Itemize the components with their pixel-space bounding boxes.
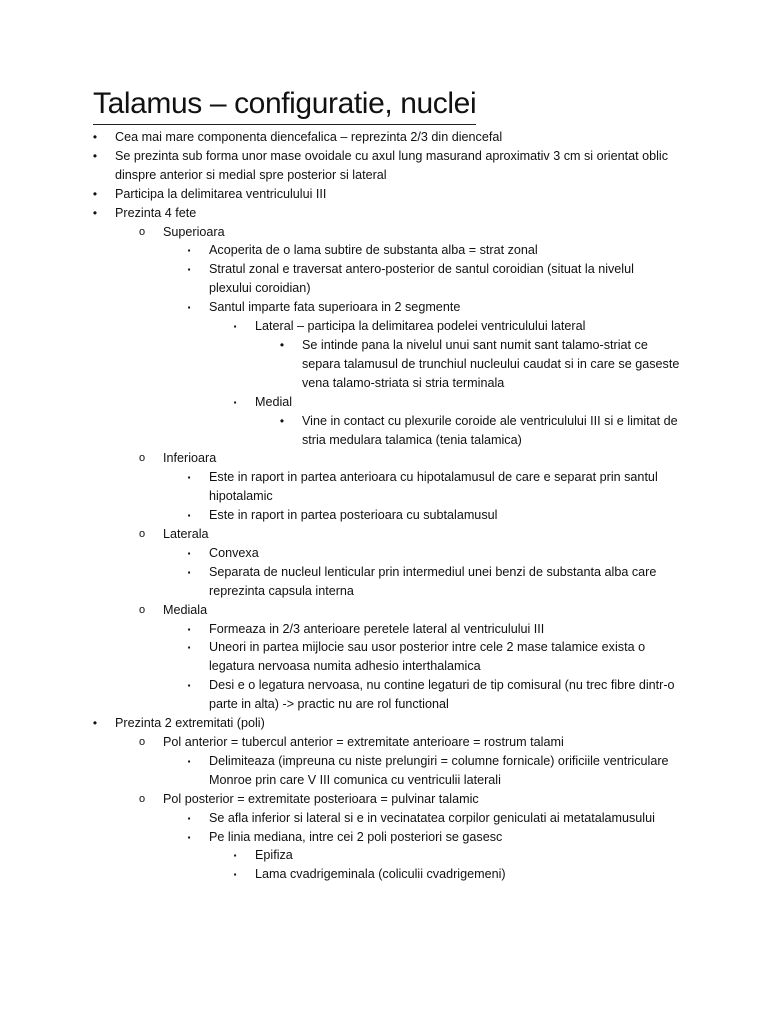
list-item-text: Lateral – participa la delimitarea podelei ventriculului lateral [255,319,586,334]
list-item-text: Convexa [209,545,259,560]
list-item [0,563,768,601]
list-item [0,846,768,865]
bullet-marker: o [138,736,146,748]
bullet-marker: ▪ [233,870,237,880]
bullet-marker: ▪ [233,397,237,407]
bullet-marker: • [279,413,285,428]
list-item [0,790,768,809]
list-item-text: Inferioara [163,451,217,466]
bullet-marker: o [138,225,146,238]
list-item [0,506,768,525]
list-item-text: Stratul zonal e traversat antero-posterior de santul coroidian (situat la nivelul plexului coroidian) [209,262,634,296]
list-item-text: Prezinta 2 extremitati (poli) [115,716,265,731]
bullet-marker: ▪ [187,756,191,766]
list-item-text: Este in raport in partea posterioara cu subtalamusul [209,508,498,523]
bullet-marker: • [92,186,98,201]
list-item [0,204,768,223]
bullet-marker: o [138,792,146,805]
list-item [0,298,768,317]
list-item-text: Superioara [163,224,225,239]
list-item-text: Laterala [163,527,209,542]
list-item-text: Pe linia mediana, intre cei 2 poli posteriori se gasesc [209,829,503,844]
list-item [0,393,768,412]
list-item [0,620,768,639]
list-item-text: Desi e o legatura nervoasa, nu contine legaturi de tip comisural (nu trec fibre dintr-o parte in alta) -> practic nu are rol functional [209,678,675,712]
list-item [0,412,768,450]
bullet-marker: ▪ [187,265,191,275]
list-item [0,147,768,185]
list-item-text: Vine in contact cu plexurile coroide ale ventriculului III si e limitat de stria medulara talamica (tenia talamica) [302,413,678,447]
list-item-text: Epifiza [255,848,293,863]
bullet-marker: ▪ [187,511,191,521]
bullet-marker: ▪ [187,813,191,823]
list-item [0,809,768,828]
bullet-marker: ▪ [187,681,191,691]
list-item-text: Separata de nucleul lenticular prin intermediul unei benzi de substanta alba care reprezinta capsula interna [209,564,657,598]
list-item-text: Pol posterior = extremitate posterioara = pulvinar talamic [163,791,479,806]
list-item-text: Formeaza in 2/3 anterioare peretele lateral al ventriculului III [209,621,545,636]
bullet-marker: • [92,130,98,144]
list-item [0,544,768,563]
bullet-marker: o [138,452,146,465]
list-item-text: Pol anterior = tubercul anterior = extremitate anterioare = rostrum talami [163,735,564,749]
list-item-text: Se afla inferior si lateral si e in vecinatatea corpilor geniculati ai metatalamusului [209,810,655,825]
bullet-marker: • [279,337,285,352]
list-item [0,865,768,884]
page-title: Talamus – configuratie, nuclei [93,84,476,125]
bullet-marker: ▪ [187,303,191,313]
list-item-text: Acoperita de o lama subtire de substanta alba = strat zonal [209,243,538,258]
list-item-text: Prezinta 4 fete [115,205,197,220]
bullet-marker: ▪ [187,567,191,577]
list-item [0,260,768,298]
list-item [0,449,768,468]
bullet-marker: ▪ [233,322,237,332]
list-item-text: Se intinde pana la nivelul unui sant numit sant talamo-striat ce separa talamusul de trunchiul nucleului caudat si in care se gaseste vena talamo-striata si stria terminala [302,337,680,390]
bullet-marker: • [92,148,98,163]
list-item [0,676,768,714]
list-item [0,752,768,790]
list-item [0,601,768,620]
list-item [0,128,768,147]
list-item-text: Delimiteaza (impreuna cu niste prelungiri = columne fornicale) orificiile ventriculare Monroe prin care V III comunica cu ventriculii laterali [209,753,669,787]
bullet-marker: ▪ [187,624,191,634]
list-item-text: Mediala [163,602,208,617]
list-item [0,317,768,336]
bullet-marker: ▪ [187,643,191,653]
list-item-text: Cea mai mare componenta diencefalica – reprezinta 2/3 din diencefal [115,130,503,144]
list-item [0,223,768,242]
bullet-marker: ▪ [187,548,191,558]
list-item [0,468,768,506]
list-item-text: Santul imparte fata superioara in 2 segmente [209,300,461,315]
list-item [0,714,768,733]
bullet-marker: • [92,716,98,731]
list-item-text: Se prezinta sub forma unor mase ovoidale cu axul lung masurand aproximativ 3 cm si orientat oblic dinspre anterior si medial spre posterior si lateral [115,148,668,182]
bullet-marker: • [92,205,98,220]
list-item [0,733,768,752]
list-item [0,336,768,393]
bullet-marker: o [138,528,146,541]
bullet-marker: ▪ [187,246,191,256]
list-item [0,638,768,676]
list-item [0,185,768,204]
list-item [0,241,768,260]
list-item-text: Uneori in partea mijlocie sau usor posterior intre cele 2 mase talamice exista o legatura nervoasa numita adhesio interthalamica [209,640,646,674]
list-item [0,828,768,847]
list-item-text: Lama cvadrigeminala (coliculii cvadrigemeni) [255,867,506,882]
bullet-marker: ▪ [187,832,191,842]
list-item-text: Medial [255,394,293,409]
list-item [0,525,768,544]
list-item-text: Este in raport in partea anterioara cu hipotalamusul de care e separat prin santul hipotalamic [209,470,658,504]
bullet-marker: ▪ [187,473,191,483]
list-item-text: Participa la delimitarea ventriculului III [115,186,327,201]
outline-list [0,128,768,884]
bullet-marker: o [138,603,146,616]
bullet-marker: ▪ [233,851,237,861]
